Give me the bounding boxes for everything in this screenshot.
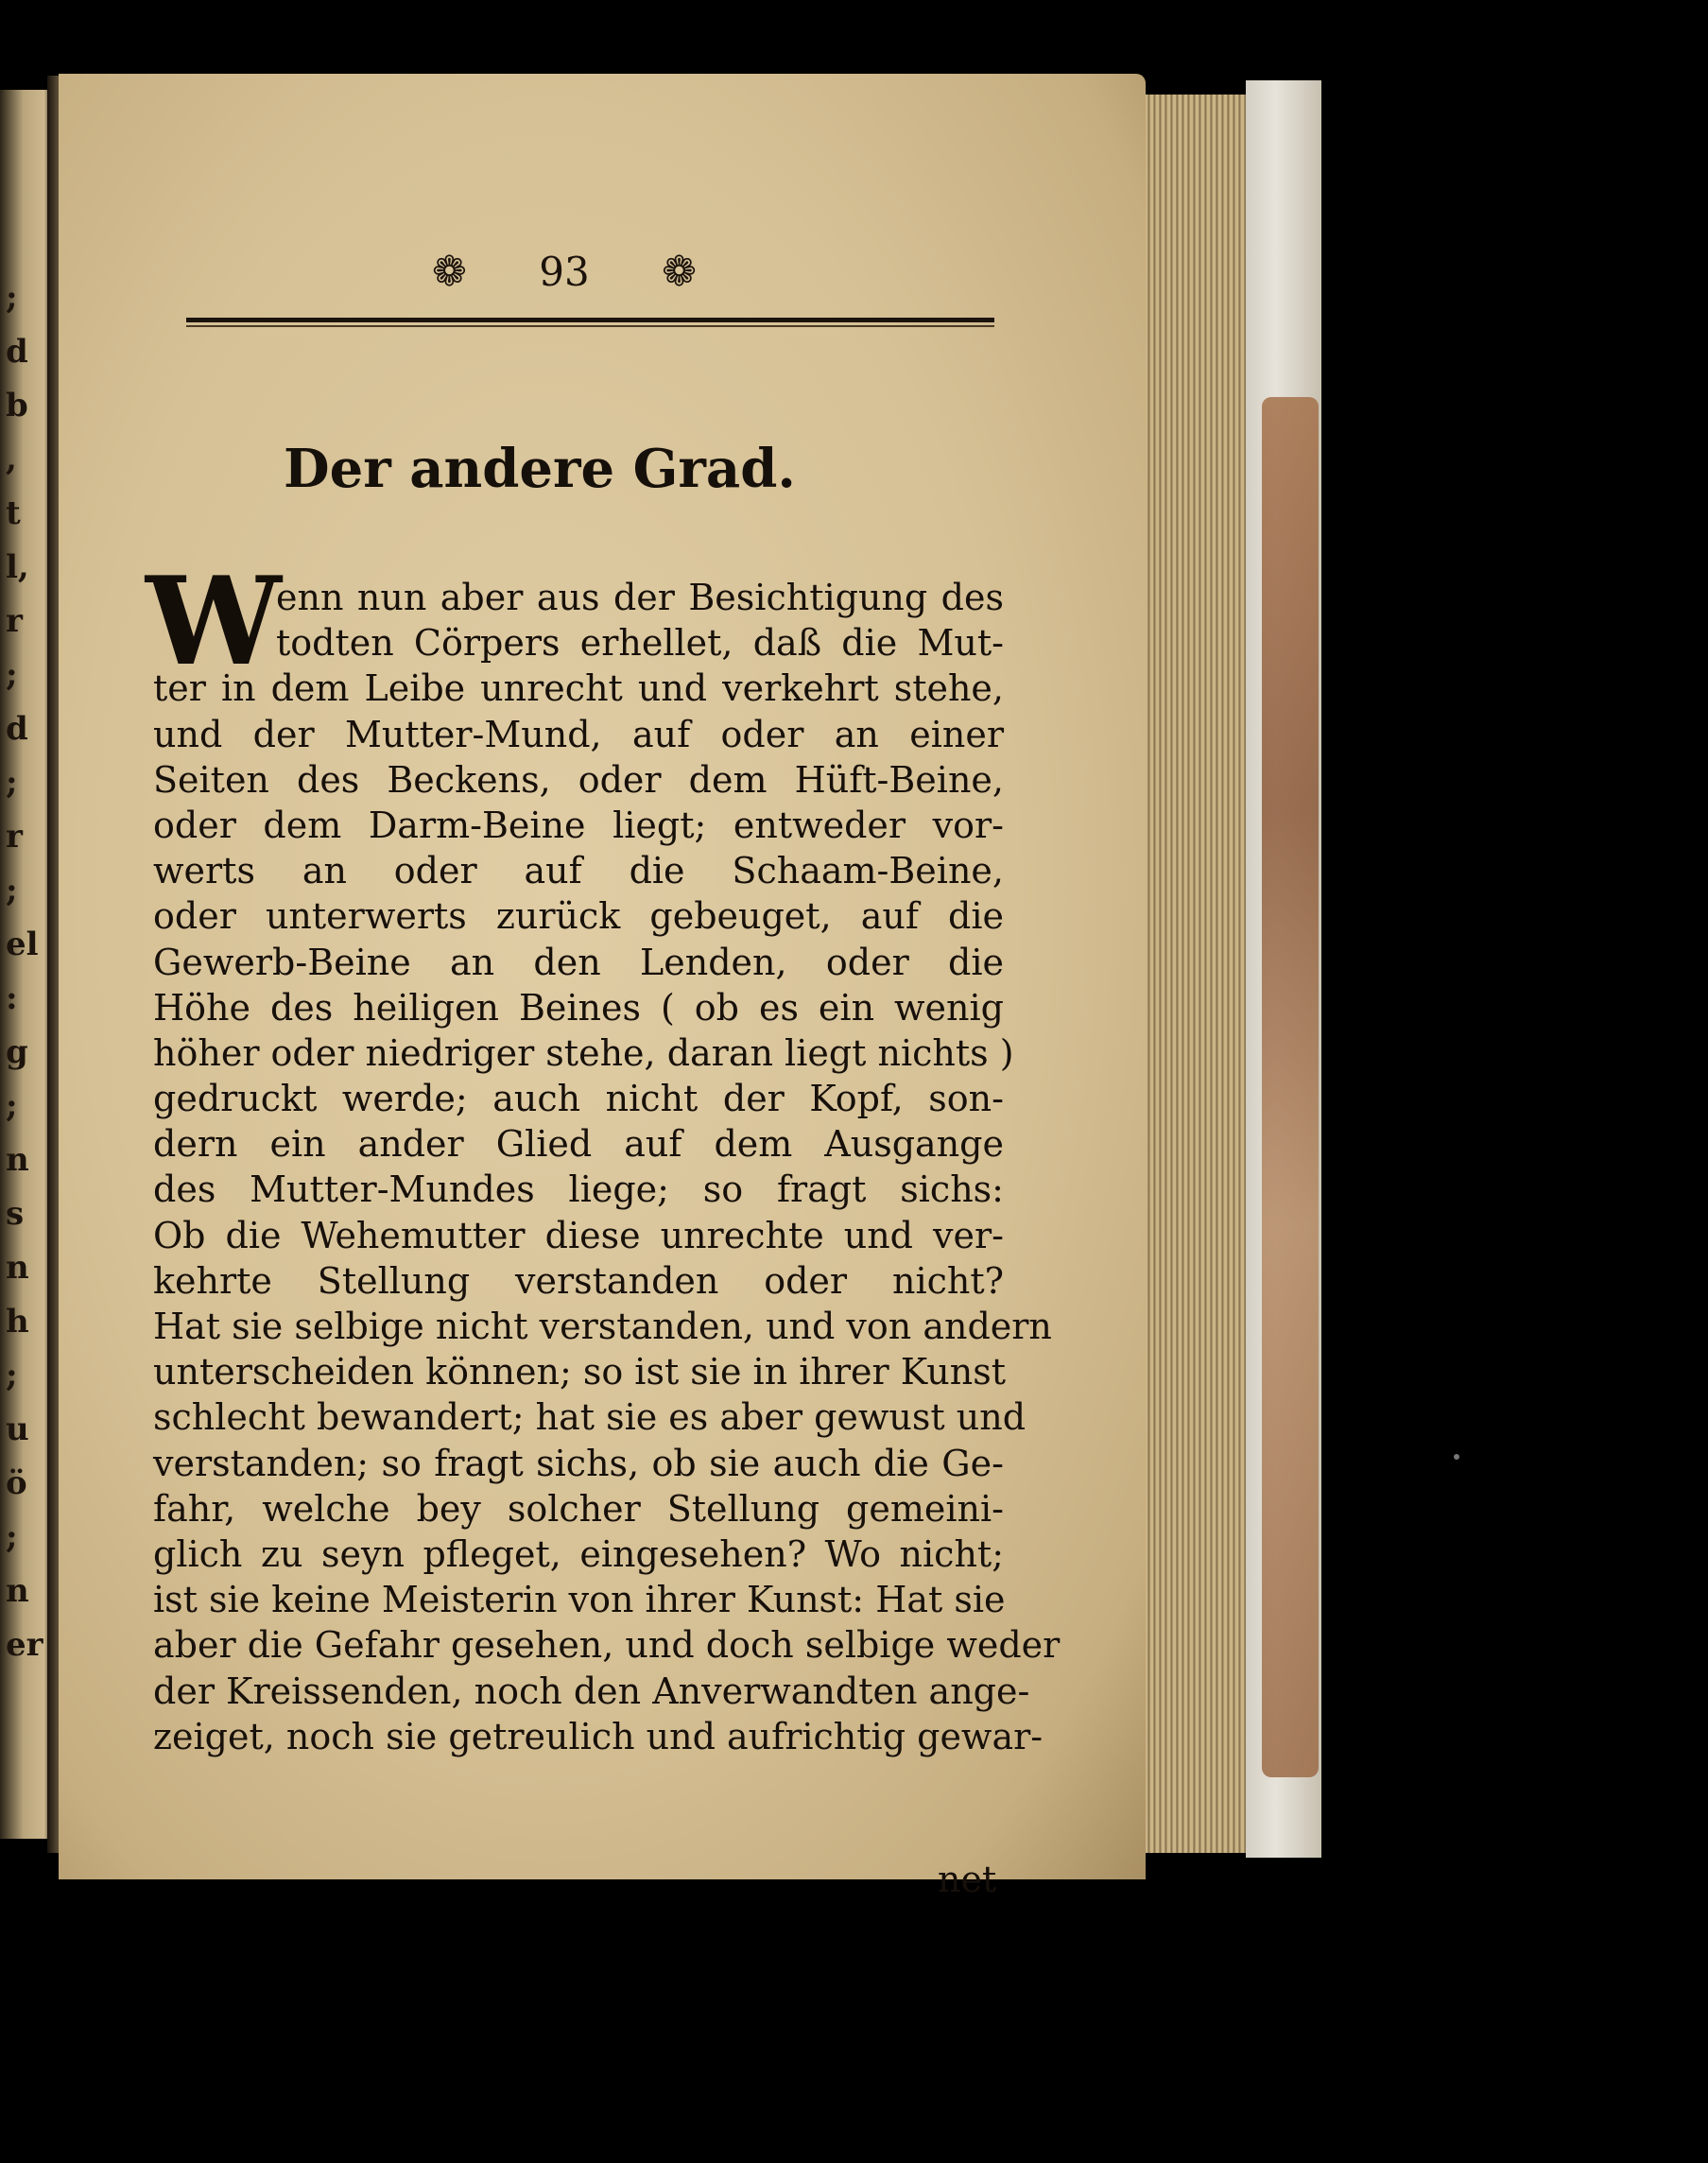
text-line: todten Cörpers erhellet, daß die Mut- — [276, 622, 1004, 665]
text-line: unterscheiden können; so ist sie in ihrer Kunst — [153, 1351, 1007, 1393]
catchword: net — [938, 1859, 997, 1900]
text-line: Gewerb-Beine an den Lenden, oder die — [153, 941, 1004, 983]
text-line: der Kreissenden, noch den Anverwandten ange- — [153, 1670, 1030, 1712]
text-line: Höhe des heiligen Beines ( ob es ein wenig — [153, 986, 1004, 1029]
facing-page-fragment: ; — [6, 1357, 18, 1394]
facing-page-edge — [0, 90, 52, 1839]
header-rule — [186, 318, 994, 322]
text-line: aber die Gefahr gesehen, und doch selbige weder — [153, 1624, 1061, 1667]
facing-page-fragment: el — [6, 926, 39, 963]
facing-page-fragment: h — [6, 1303, 29, 1341]
text-line: Ob die Wehemutter diese unrechte und ver- — [153, 1214, 1004, 1256]
book-page — [59, 74, 1146, 1900]
facing-page-fragment: ; — [6, 764, 18, 802]
text-line: schlecht bewandert; hat sie es aber gewust und — [153, 1396, 1027, 1439]
running-head — [432, 249, 697, 295]
facing-page-fragment: ; — [6, 656, 18, 694]
facing-page-fragment: u — [6, 1410, 29, 1448]
facing-page-fragment: n — [6, 1141, 29, 1179]
text-line: dern ein ander Glied auf dem Ausgange — [153, 1123, 1004, 1166]
dust-speck — [1454, 1454, 1459, 1460]
facing-page-fragment: ö — [6, 1464, 27, 1502]
facing-page-fragment: r — [6, 818, 23, 856]
text-line: höher oder niedriger stehe, daran liegt nichts ) — [153, 1031, 1014, 1074]
text-line: ter in dem Leibe unrecht und verkehrt stehe, — [153, 667, 1004, 710]
facing-page-fragment: s — [6, 1195, 25, 1233]
text-line: enn nun aber aus der Besichtigung des — [276, 577, 1004, 618]
facing-page-fragment: ; — [6, 279, 18, 317]
text-line: werts an oder auf die Schaam-Beine, — [153, 850, 1004, 892]
facing-page-fragment: n — [6, 1249, 29, 1287]
text-line: des Mutter-Mundes liege; so fragt sichs: — [153, 1168, 1004, 1211]
section-heading: Der andere Grad. — [284, 438, 796, 500]
text-line: Hat sie selbige nicht verstanden, und von andern — [153, 1306, 1052, 1347]
text-line: oder dem Darm-Beine liegt; entweder vor- — [153, 804, 1004, 846]
drop-cap: W — [146, 551, 282, 693]
facing-page-fragment: t — [6, 494, 21, 532]
facing-page-fragment: ; — [6, 1518, 18, 1556]
text-line: verstanden; so fragt sichs, ob sie auch die Ge- — [153, 1442, 1004, 1484]
facing-page-fragment: ; — [6, 872, 18, 909]
page-block-edges — [1139, 95, 1252, 1853]
facing-page-fragment: , — [6, 441, 17, 478]
body-text — [146, 551, 1061, 1759]
facing-page-fragment: g — [6, 1033, 28, 1071]
facing-page-fragment: r — [6, 602, 23, 640]
text-line: zeiget, noch sie getreulich und aufrichtig gewar- — [153, 1715, 1044, 1757]
facing-page-fragment: n — [6, 1572, 29, 1610]
facing-page-fragment: ; — [6, 1087, 18, 1125]
text-line: Seiten des Beckens, oder dem Hüft-Beine, — [153, 758, 1004, 801]
text-line: kehrte Stellung verstanden oder nicht? — [153, 1259, 1004, 1302]
header-rule-thin — [186, 325, 994, 327]
text-line: glich zu seyn pfleget, eingesehen? Wo nicht; — [153, 1532, 1004, 1575]
facing-page-fragment: d — [6, 333, 28, 371]
facing-page-fragment: er — [6, 1626, 43, 1664]
cover-stain — [1262, 397, 1319, 1777]
facing-page-fragment: d — [6, 710, 28, 748]
flower-ornament-icon: ❁ — [432, 247, 467, 296]
text-line: gedruckt werde; auch nicht der Kopf, son- — [153, 1078, 1004, 1120]
text-line: und der Mutter-Mund, auf oder an einer — [153, 713, 1004, 755]
text-line: fahr, welche bey solcher Stellung gemeini- — [153, 1487, 1004, 1530]
flower-ornament-icon: ❁ — [662, 247, 697, 296]
facing-page-fragment: : — [6, 979, 18, 1017]
page-number: 93 — [539, 249, 590, 295]
facing-page-fragment: l, — [6, 548, 29, 586]
facing-page-fragment: b — [6, 387, 28, 424]
text-lines — [153, 575, 1061, 1759]
text-line: oder unterwerts zurück gebeuget, auf die — [153, 895, 1004, 938]
text-line: ist sie keine Meisterin von ihrer Kunst: Hat sie — [153, 1579, 1006, 1621]
